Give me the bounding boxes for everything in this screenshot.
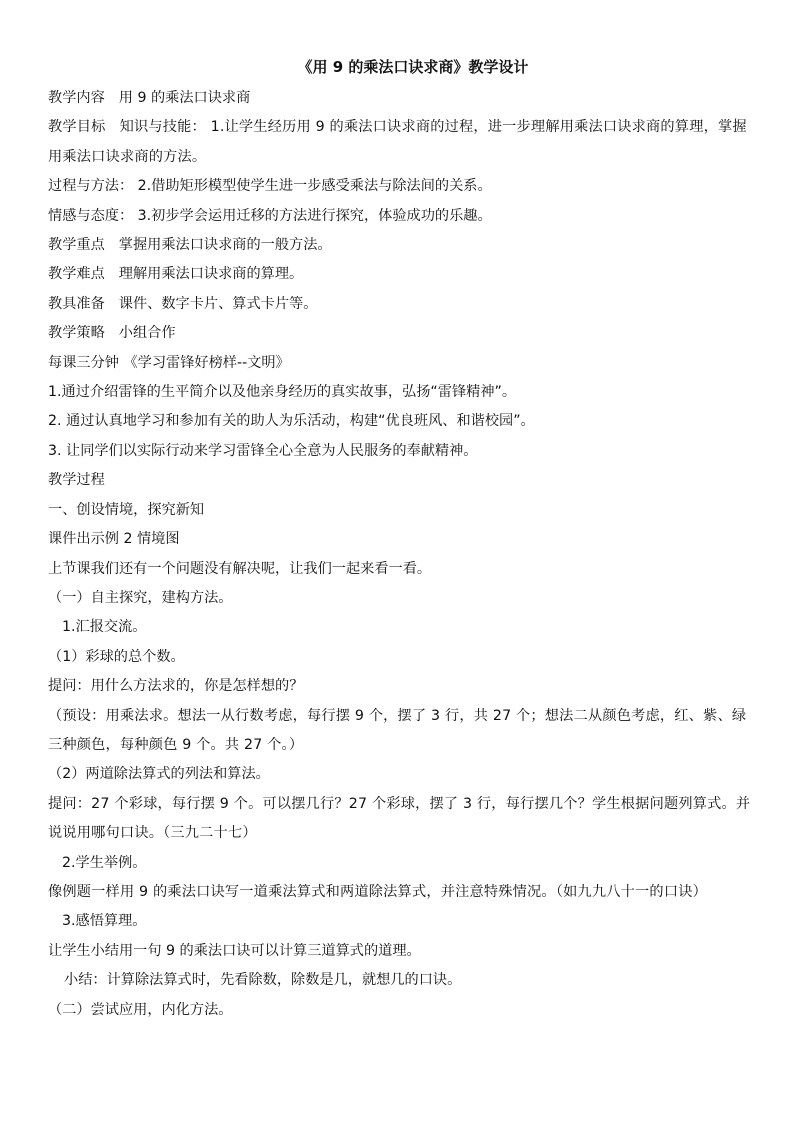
summary-task-line: 让学生小结用一句 9 的乘法口诀可以计算三道算式的道理。: [48, 942, 421, 959]
difficulty-row: [48, 260, 758, 289]
teaching-goal-label: 教学目标: [48, 119, 106, 136]
ask-line: 提问：用什么方法求的，你是怎样想的？: [48, 678, 304, 695]
strategy-row: [48, 319, 758, 348]
difficulty-value: 理解用乘法口诀求商的算理。: [118, 266, 304, 283]
step-heading: 1.汇报交流。: [62, 619, 147, 636]
tools-value: 课件、数字卡片、算式卡片等。: [118, 295, 318, 312]
subsection-heading: （二）尝试应用，内化方法。: [48, 1001, 233, 1018]
tools-label: 教具准备: [48, 295, 105, 312]
three-minute-heading: 每课三分钟 《学习雷锋好榜样--文明》: [48, 354, 290, 371]
emotion-line: 情感与态度： 3.初步学会运用迁移的方法进行探究，体验成功的乐趣。: [48, 207, 492, 224]
example-paragraph: 像例题一样用 9 的乘法口诀写一道乘法算式和两道除法算式，并注意特殊情况。（如九九八十一的口诀）: [48, 883, 707, 900]
step-heading: 3.感悟算理。: [62, 913, 147, 930]
intro-line: 上节课我们还有一个问题没有解决呢，让我们一起来看一看。: [48, 560, 432, 577]
step-heading: 2.学生举例。: [62, 854, 147, 871]
document-page: [48, 56, 758, 1025]
teaching-content-label: 教学内容: [48, 90, 105, 106]
key-point-label: 教学重点: [48, 237, 105, 254]
conclusion-line: 小结：计算除法算式时，先看除数，除数是几，就想几的口诀。: [64, 972, 462, 989]
key-point-row: [48, 231, 758, 260]
key-point-value: 掌握用乘法口诀求商的一般方法。: [118, 237, 332, 254]
process-heading: 教学过程: [48, 472, 105, 489]
teaching-goal-value: 知识与技能： 1.让学生经历用 9 的乘法口诀求商的过程，进一步理解用乘法口诀求商的算理，掌握用乘法口诀求商的方法。: [48, 119, 747, 165]
teaching-content-row: [48, 84, 758, 113]
process-method-line: 过程与方法： 2.借助矩形模型使学生进一步感受乘法与除法间的关系。: [48, 178, 492, 195]
subsection-heading: （一）自主探究，建构方法。: [48, 589, 233, 606]
teaching-content-value: 用 9 的乘法口诀求商: [118, 90, 251, 106]
difficulty-label: 教学难点: [48, 266, 105, 283]
courseware-line: 课件出示例 2 情境图: [48, 531, 180, 548]
section-heading: 一、创设情境，探究新知: [48, 501, 205, 518]
three-minute-item: 2. 通过认真地学习和参加有关的助人为乐活动，构建“优良班风、和谐校园”。: [48, 413, 535, 430]
tools-row: [48, 290, 758, 319]
strategy-label: 教学策略: [48, 325, 105, 342]
three-minute-item: 1.通过介绍雷锋的生平简介以及他亲身经历的真实故事，弘扬“雷锋精神”。: [48, 384, 517, 401]
strategy-value: 小组合作: [118, 325, 176, 342]
question-line: （2）两道除法算式的列法和算法。: [48, 766, 270, 783]
question-line: （1）彩球的总个数。: [48, 648, 185, 665]
document-title: 《用 9 的乘法口诀求商》教学设计: [297, 58, 529, 76]
three-minute-item: 3. 让同学们以实际行动来学习雷锋全心全意为人民服务的奉献精神。: [48, 442, 478, 459]
teaching-goal-row: [48, 113, 758, 172]
preset-paragraph: （预设：用乘法求。想法一从行数考虑，每行摆 9 个，摆了 3 行，共 27 个；想法二从颜色考虑，红、紫、绿三种颜色，每种颜色 9 个。共 27 个。）: [48, 707, 747, 753]
ask-paragraph: 提问：27 个彩球，每行摆 9 个。可以摆几行？27 个彩球，摆了 3 行，每行摆几个？学生根据问题列算式。并说说用哪句口诀。（三九二十七）: [48, 795, 751, 842]
